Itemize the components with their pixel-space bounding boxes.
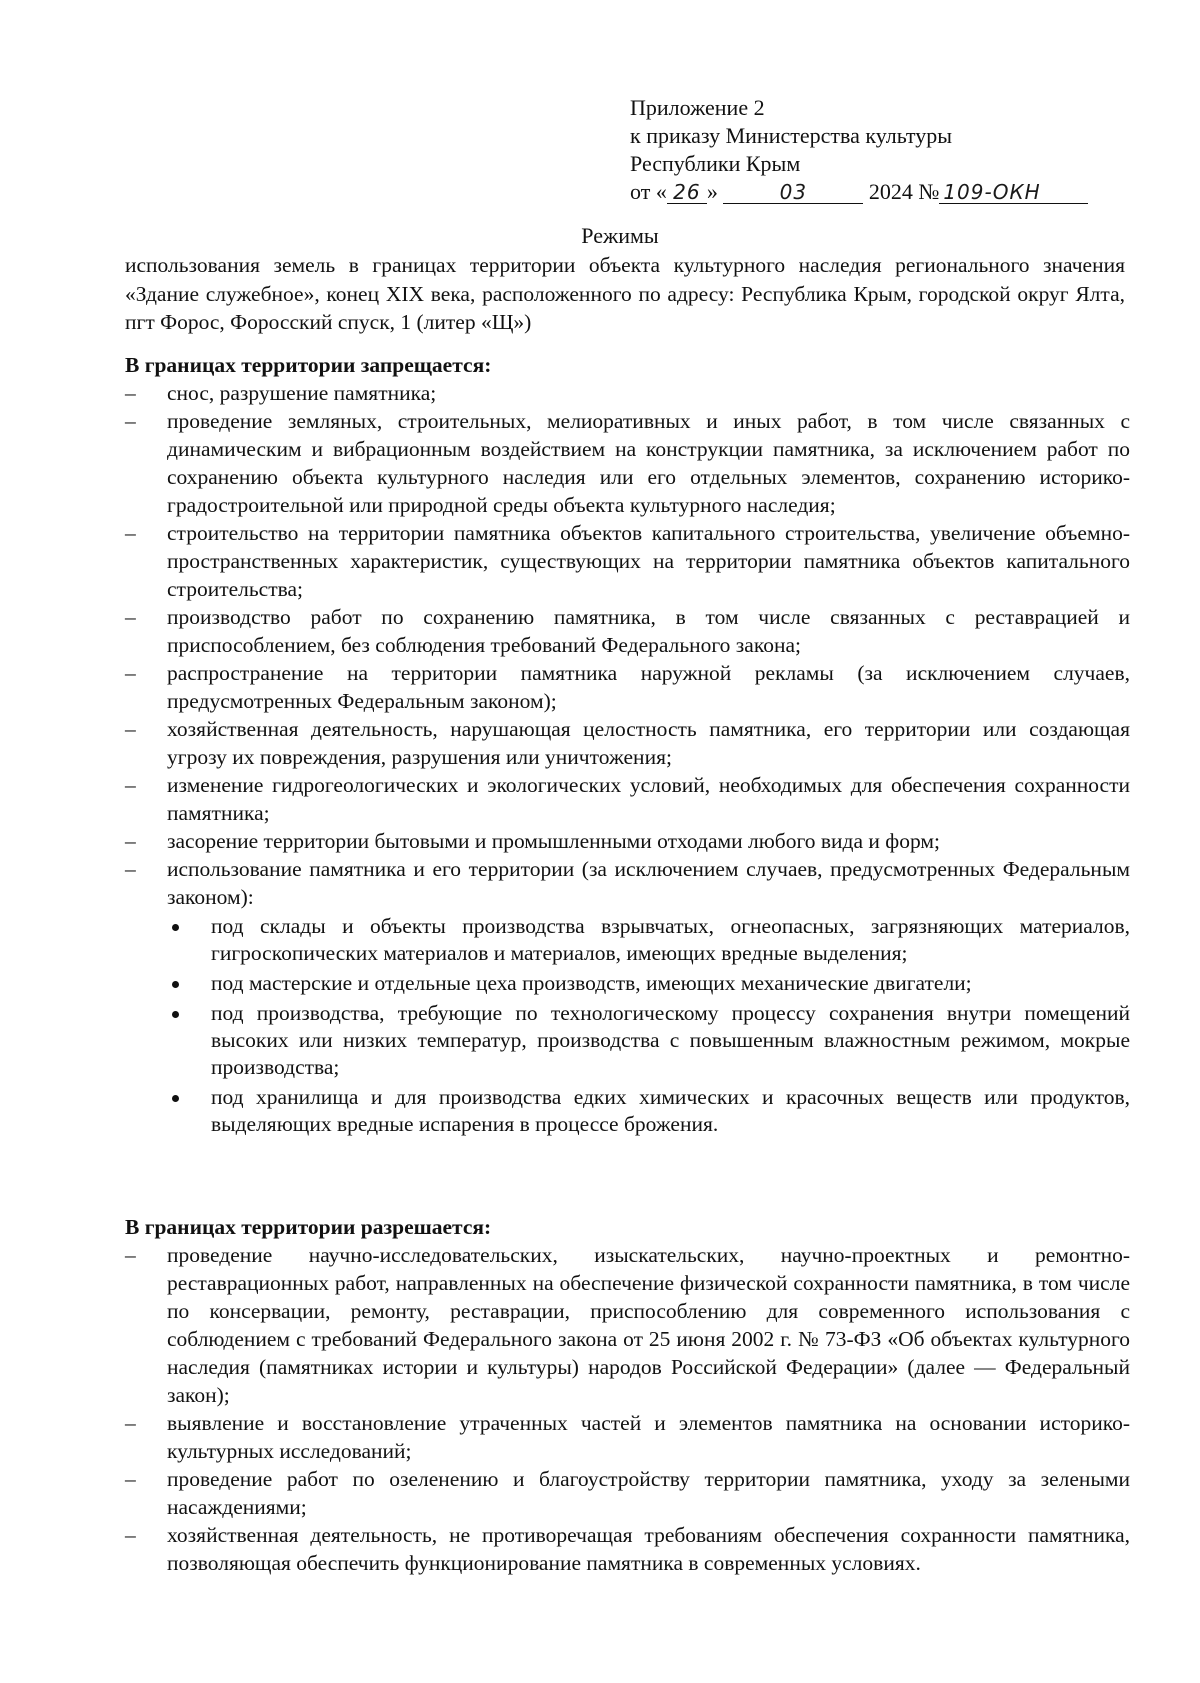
allowed-item (125, 1465, 1130, 1521)
list-item-text: проведение работ по озеленению и благоустройству территории памятника, уходу за зелеными насаждениями; (167, 1467, 1130, 1519)
date-prefix: от « (630, 179, 667, 204)
list-item-text: хозяйственная деятельность, не противоречащая требованиям обеспечения сохранности памятника, позволяющая обеспечить функционирование памятника в современных условиях. (167, 1523, 1130, 1575)
prohibited-item (125, 771, 1130, 827)
order-number-handwritten: 109-ОКН (939, 181, 1088, 204)
list-item-text: хозяйственная деятельность, нарушающая целостность памятника, его территории или создающая угрозу их повреждения, разрушения или уничтожения; (167, 717, 1130, 769)
list-item-text: изменение гидрогеологических и экологических условий, необходимых для обеспечения сохранности памятника; (167, 773, 1130, 825)
prohibited-item (125, 827, 1130, 855)
list-item-text: использование памятника и его территории (за исключением случаев, предусмотренных Федеральным законом): (167, 857, 1130, 909)
list-item-text: проведение научно-исследовательских, изыскательских, научно-проектных и ремонтно-реставрационных работ, направленных на обеспечение физической сохранности памятника, в том числе по консервации, ремонту, реставрации, приспособлению для современного использования с соблюдением с требований Федерального закона от 25 июня 2002 г. № 73-ФЗ «Об объектах культурного наследия (памятниках истории и культуры) народов Российской Федерации» (далее — Федеральный закон); (167, 1243, 1130, 1407)
dash-marker: – (125, 717, 136, 741)
prohibited-item (125, 407, 1130, 519)
dash-marker: – (125, 1243, 136, 1267)
prohibited-section (125, 351, 1130, 1141)
allowed-item (125, 1521, 1130, 1577)
prohibited-use-subitem (167, 1000, 1130, 1081)
allowed-list (125, 1241, 1130, 1577)
allowed-item (125, 1241, 1130, 1409)
date-month-handwritten: 03 (723, 181, 863, 204)
dash-marker: – (125, 1467, 136, 1491)
appendix-ministry: Республики Крым (630, 151, 801, 176)
prohibited-use-sublist (167, 913, 1130, 1138)
bullet-dot-icon (172, 924, 179, 931)
document-title: Режимы (581, 223, 659, 248)
list-item-text: засорение территории бытовыми и промышленными отходами любого вида и форм; (167, 829, 940, 853)
prohibited-item (125, 519, 1130, 603)
dash-marker: – (125, 521, 136, 545)
bullet-dot-icon (172, 981, 179, 988)
dash-marker: – (125, 829, 136, 853)
date-day-close: » (706, 179, 718, 204)
subitem-text: под хранилища и для производства едких химических и красочных веществ или продуктов, выделяющих вредные испарения в процессе брожения. (211, 1085, 1130, 1136)
dash-marker: – (125, 661, 136, 685)
prohibited-use-subitem (167, 1084, 1130, 1138)
date-day-handwritten: 26 (667, 181, 707, 204)
order-date-line (630, 178, 1150, 206)
appendix-header (630, 94, 1150, 206)
dash-marker: – (125, 409, 136, 433)
date-year-number-label: 2024 № (868, 179, 940, 204)
subitem-text: под производства, требующие по технологическому процессу сохранения внутри помещений высоких или низких температур, производства с повышенным влажностным режимом, мокрые производства; (211, 1001, 1130, 1079)
allowed-item (125, 1409, 1130, 1465)
prohibited-item (125, 855, 1130, 1138)
list-item-text: строительство на территории памятника объектов капитального строительства, увеличение объемно-пространственных характеристик, существующих на территории памятника объектов капитального строительства; (167, 521, 1130, 601)
prohibited-use-subitem (167, 913, 1130, 967)
allowed-section (125, 1213, 1130, 1577)
appendix-number: Приложение 2 (630, 95, 765, 120)
subitem-text: под мастерские и отдельные цеха производств, имеющих механические двигатели; (211, 971, 972, 995)
prohibited-item (125, 603, 1130, 659)
dash-marker: – (125, 1523, 136, 1547)
dash-marker: – (125, 605, 136, 629)
list-item-text: снос, разрушение памятника; (167, 381, 437, 405)
prohibited-list (125, 379, 1130, 1138)
dash-marker: – (125, 773, 136, 797)
subitem-text: под склады и объекты производства взрывчатых, огнеопасных, загрязняющих материалов, гигроскопических материалов и материалов, имеющих вредные выделения; (211, 914, 1130, 965)
list-item-text: распространение на территории памятника наружной рекламы (за исключением случаев, предусмотренных Федеральным законом); (167, 661, 1130, 713)
prohibited-item (125, 659, 1130, 715)
document-subtitle: использования земель в границах территории объекта культурного наследия регионального значения «Здание служебное», конец XIX века, расположенного по адресу: Республика Крым, городской округ Ялта, пгт Форос, Форосский спуск, 1 (литер «Щ») (125, 253, 1125, 334)
prohibited-heading: В границах территории запрещается: (125, 353, 492, 377)
list-item-text: проведение земляных, строительных, мелиоративных и иных работ, в том числе связанных с динамическим и вибрационным воздействием на конструкции памятника, за исключением работ по сохранению объекта культурного наследия или его отдельных элементов, сохранению историко-градостроительной или природной среды объекта культурного наследия; (167, 409, 1130, 517)
prohibited-item (125, 715, 1130, 771)
appendix-order-ref: к приказу Министерства культуры (630, 123, 953, 148)
allowed-heading: В границах территории разрешается: (125, 1215, 492, 1239)
bullet-dot-icon (172, 1095, 179, 1102)
list-item-text: выявление и восстановление утраченных частей и элементов памятника на основании историко-культурных исследований; (167, 1411, 1130, 1463)
list-item-text: производство работ по сохранению памятника, в том числе связанных с реставрацией и приспособлением, без соблюдения требований Федерального закона; (167, 605, 1130, 657)
prohibited-item (125, 379, 1130, 407)
prohibited-use-subitem (167, 970, 1130, 997)
dash-marker: – (125, 1411, 136, 1435)
dash-marker: – (125, 381, 136, 405)
bullet-dot-icon (172, 1011, 179, 1018)
dash-marker: – (125, 857, 136, 881)
